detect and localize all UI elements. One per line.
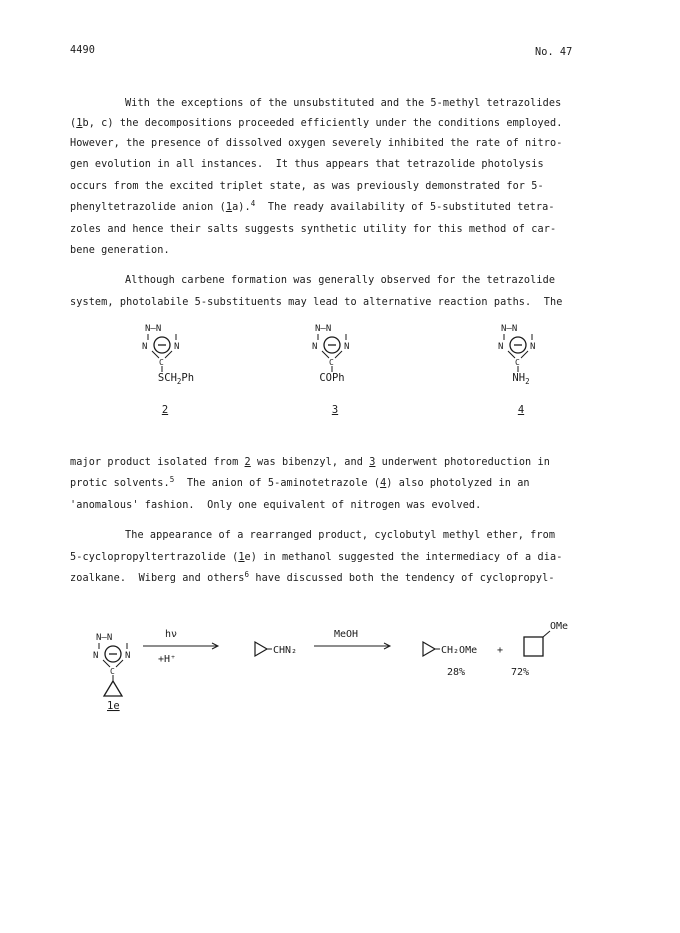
svg-text:N: N	[498, 342, 504, 352]
para1-line7: zoles and hence their salts suggests synthetic utility for this method of car-	[70, 224, 557, 235]
svg-text:N: N	[530, 342, 536, 352]
cyclopropyltetrazolide-1e	[93, 633, 130, 696]
cyclopropyl-icon	[255, 642, 267, 656]
compound-label-2: 2	[161, 404, 169, 416]
compound-label-3: 3	[331, 404, 339, 416]
para4-line2: 5-cyclopropyltertrazolide (1e) in methanol suggested the intermediacy of a dia-	[70, 552, 563, 563]
intermediate-diazo: CHN₂	[273, 645, 298, 656]
svg-text:C: C	[110, 667, 115, 676]
arrow1-top-label: hν	[165, 629, 178, 640]
para1-line3: However, the presence of dissolved oxygen severely inhibited the rate of nitro-	[70, 138, 563, 149]
substituent-nh2: $NH_2$	[512, 372, 530, 386]
footnote-ref: 5	[169, 475, 175, 484]
svg-text:C: C	[159, 358, 164, 367]
issue-number: No. 47	[535, 47, 573, 58]
compound-ref: 1	[76, 118, 83, 129]
footnote-ref: 6	[244, 570, 250, 579]
svg-text:C: C	[515, 358, 520, 367]
yield-cyclopropylcarbinyl: 28%	[447, 667, 466, 678]
page-number: 4490	[70, 45, 95, 56]
svg-text:N—N: N—N	[315, 324, 332, 334]
cyclobutyl-substituent: OMe	[550, 621, 569, 632]
footnote-ref: 4	[250, 199, 256, 208]
compound-ref: 1	[225, 202, 233, 213]
compound-label-4: 4	[517, 404, 525, 416]
para3-line2: protic solvents.$^5$ The anion of 5-aminotetrazole (4) also photolyzed in an	[70, 475, 530, 489]
para4-line1: The appearance of a rearranged product, cyclobutyl methyl ether, from	[125, 530, 556, 541]
plus-sign: +	[497, 645, 504, 656]
svg-text:N—N: N—N	[96, 633, 113, 643]
structure-2	[142, 324, 179, 372]
reaction-scheme	[0, 615, 680, 725]
para2-line2: system, photolabile 5-substituents may lead to alternative reaction paths. The	[70, 297, 563, 308]
svg-text:N: N	[344, 342, 350, 352]
para2-line1: Although carbene formation was generally observed for the tetrazolide	[125, 275, 556, 286]
svg-text:N: N	[312, 342, 318, 352]
svg-text:N—N: N—N	[501, 324, 518, 334]
structure-4	[498, 324, 535, 372]
arrow2-top-label: MeOH	[334, 629, 359, 640]
compound-label-1e: 1e	[107, 700, 120, 712]
svg-text:C: C	[329, 358, 334, 367]
substituent-sch2ph: $SCH_2Ph$	[157, 372, 195, 386]
product-methyl-ether: CH₂OMe	[441, 645, 478, 656]
svg-text:N: N	[142, 342, 148, 352]
svg-text:N: N	[174, 342, 180, 352]
para1-line5: occurs from the excited triplet state, as was previously demonstrated for 5-	[70, 181, 544, 192]
svg-text:N: N	[93, 651, 99, 661]
para1-line6: phenyltetrazolide anion (1a).$^4$ The ready availability of 5-substituted tetra-	[70, 199, 555, 213]
para1-line2: (1b, c) the decompositions proceeded efficiently under the conditions employed.	[70, 118, 563, 129]
para3-line3: 'anomalous' fashion. Only one equivalent of nitrogen was evolved.	[70, 500, 482, 511]
cyclopropyl-icon	[423, 642, 435, 656]
structure-3	[312, 324, 349, 372]
cyclobutyl-icon	[524, 637, 543, 656]
svg-text:N—N: N—N	[145, 324, 162, 334]
para3-line1: major product isolated from 2 was bibenzyl, and 3 underwent photoreduction in	[70, 457, 550, 468]
para4-line3: zoalkane. Wiberg and others$^6$ have discussed both the tendency of cyclopropyl-	[70, 570, 555, 584]
para1-line1: With the exceptions of the unsubstituted and the 5-methyl tetrazolides	[125, 98, 562, 109]
svg-text:N: N	[125, 651, 131, 661]
para1-line8: bene generation.	[70, 245, 170, 256]
para1-line4: gen evolution in all instances. It thus appears that tetrazolide photolysis	[70, 159, 544, 170]
substituent-coph: COPh	[319, 372, 345, 384]
yield-cyclobutyl: 72%	[511, 667, 530, 678]
arrow1-bottom-label: +H⁺	[158, 654, 177, 665]
